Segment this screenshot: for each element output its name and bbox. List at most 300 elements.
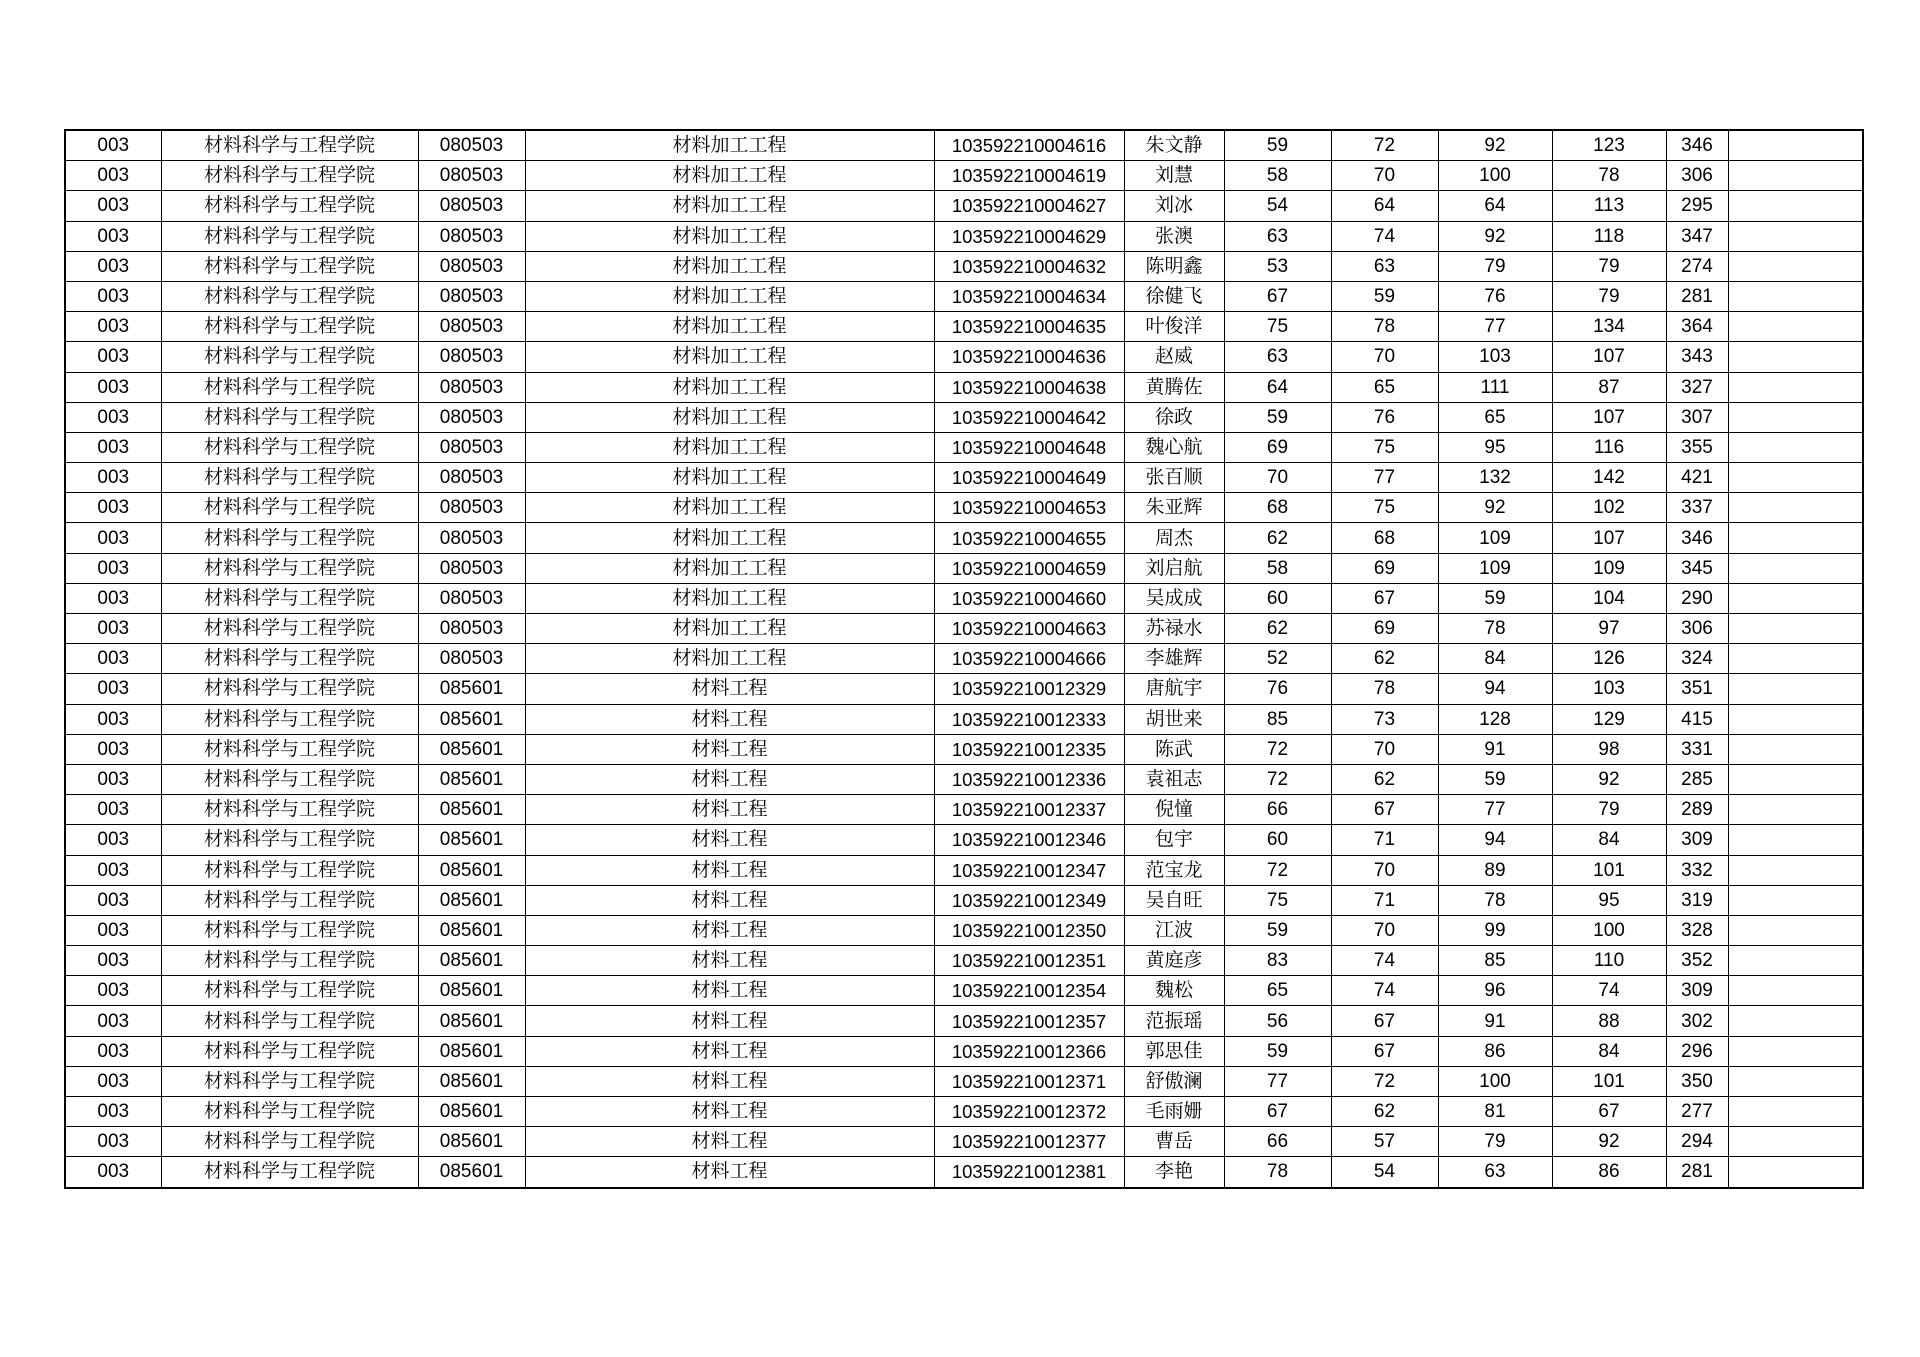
major-name-cell: 材料加工工程: [525, 493, 934, 523]
table-row: [65, 583, 1863, 613]
score1-cell: 75: [1224, 312, 1331, 342]
major-code-cell: 080503: [418, 251, 525, 281]
total-cell: 351: [1666, 674, 1728, 704]
school-cell: 材料科学与工程学院: [161, 674, 418, 704]
school-cell: 材料科学与工程学院: [161, 583, 418, 613]
score1-cell: 63: [1224, 342, 1331, 372]
major-name-cell: 材料工程: [525, 704, 934, 734]
total-cell: 306: [1666, 161, 1728, 191]
table-row: [65, 130, 1863, 161]
remark-cell: [1728, 432, 1863, 462]
unit-code-cell: 003: [65, 191, 161, 221]
major-code-cell: 080503: [418, 583, 525, 613]
total-cell: 285: [1666, 764, 1728, 794]
exam-id-cell: 103592210004655: [934, 523, 1124, 553]
name-cell: 黄腾佐: [1124, 372, 1224, 402]
remark-cell: [1728, 734, 1863, 764]
major-code-cell: 085601: [418, 1097, 525, 1127]
score1-cell: 69: [1224, 432, 1331, 462]
unit-code-cell: 003: [65, 1066, 161, 1096]
major-code-cell: 085601: [418, 1066, 525, 1096]
remark-cell: [1728, 1097, 1863, 1127]
major-code-cell: 080503: [418, 402, 525, 432]
score4-cell: 98: [1552, 734, 1666, 764]
school-cell: 材料科学与工程学院: [161, 644, 418, 674]
unit-code-cell: 003: [65, 1157, 161, 1188]
total-cell: 290: [1666, 583, 1728, 613]
remark-cell: [1728, 1036, 1863, 1066]
exam-id-cell: 103592210012377: [934, 1127, 1124, 1157]
score4-cell: 116: [1552, 432, 1666, 462]
name-cell: 苏禄水: [1124, 614, 1224, 644]
score1-cell: 85: [1224, 704, 1331, 734]
total-cell: 302: [1666, 1006, 1728, 1036]
school-cell: 材料科学与工程学院: [161, 1066, 418, 1096]
table-row: [65, 251, 1863, 281]
exam-id-cell: 103592210004660: [934, 583, 1124, 613]
major-name-cell: 材料加工工程: [525, 402, 934, 432]
major-name-cell: 材料工程: [525, 1157, 934, 1188]
unit-code-cell: 003: [65, 553, 161, 583]
major-code-cell: 085601: [418, 885, 525, 915]
score2-cell: 73: [1331, 704, 1438, 734]
table-row: [65, 855, 1863, 885]
unit-code-cell: 003: [65, 855, 161, 885]
remark-cell: [1728, 1127, 1863, 1157]
score3-cell: 91: [1438, 734, 1552, 764]
score2-cell: 63: [1331, 251, 1438, 281]
exam-id-cell: 103592210012333: [934, 704, 1124, 734]
unit-code-cell: 003: [65, 251, 161, 281]
name-cell: 刘启航: [1124, 553, 1224, 583]
score1-cell: 77: [1224, 1066, 1331, 1096]
name-cell: 曹岳: [1124, 1127, 1224, 1157]
score1-cell: 59: [1224, 402, 1331, 432]
total-cell: 309: [1666, 825, 1728, 855]
remark-cell: [1728, 704, 1863, 734]
major-code-cell: 080503: [418, 463, 525, 493]
major-name-cell: 材料加工工程: [525, 614, 934, 644]
total-cell: 306: [1666, 614, 1728, 644]
remark-cell: [1728, 553, 1863, 583]
score2-cell: 70: [1331, 161, 1438, 191]
remark-cell: [1728, 885, 1863, 915]
table-row: [65, 523, 1863, 553]
score3-cell: 94: [1438, 825, 1552, 855]
name-cell: 徐政: [1124, 402, 1224, 432]
table-row: [65, 734, 1863, 764]
table-row: [65, 764, 1863, 794]
major-name-cell: 材料加工工程: [525, 161, 934, 191]
school-cell: 材料科学与工程学院: [161, 976, 418, 1006]
name-cell: 胡世来: [1124, 704, 1224, 734]
table-row: [65, 1006, 1863, 1036]
name-cell: 范振瑶: [1124, 1006, 1224, 1036]
name-cell: 李雄辉: [1124, 644, 1224, 674]
score3-cell: 111: [1438, 372, 1552, 402]
unit-code-cell: 003: [65, 976, 161, 1006]
score3-cell: 78: [1438, 885, 1552, 915]
score2-cell: 67: [1331, 795, 1438, 825]
table-row: [65, 946, 1863, 976]
total-cell: 332: [1666, 855, 1728, 885]
score4-cell: 74: [1552, 976, 1666, 1006]
table-row: [65, 493, 1863, 523]
school-cell: 材料科学与工程学院: [161, 795, 418, 825]
score2-cell: 76: [1331, 402, 1438, 432]
remark-cell: [1728, 855, 1863, 885]
name-cell: 魏心航: [1124, 432, 1224, 462]
major-name-cell: 材料工程: [525, 885, 934, 915]
name-cell: 毛雨姗: [1124, 1097, 1224, 1127]
exam-id-cell: 103592210004629: [934, 221, 1124, 251]
name-cell: 唐航宇: [1124, 674, 1224, 704]
exam-id-cell: 103592210004648: [934, 432, 1124, 462]
major-code-cell: 085601: [418, 915, 525, 945]
major-code-cell: 085601: [418, 946, 525, 976]
school-cell: 材料科学与工程学院: [161, 432, 418, 462]
major-code-cell: 085601: [418, 1036, 525, 1066]
score2-cell: 75: [1331, 493, 1438, 523]
name-cell: 朱文静: [1124, 130, 1224, 161]
table-row: [65, 795, 1863, 825]
score1-cell: 78: [1224, 1157, 1331, 1188]
score2-cell: 54: [1331, 1157, 1438, 1188]
major-code-cell: 085601: [418, 1127, 525, 1157]
school-cell: 材料科学与工程学院: [161, 614, 418, 644]
major-code-cell: 080503: [418, 221, 525, 251]
score2-cell: 70: [1331, 342, 1438, 372]
score4-cell: 87: [1552, 372, 1666, 402]
school-cell: 材料科学与工程学院: [161, 764, 418, 794]
major-name-cell: 材料加工工程: [525, 342, 934, 372]
table-row: [65, 372, 1863, 402]
exam-id-cell: 103592210004616: [934, 130, 1124, 161]
unit-code-cell: 003: [65, 432, 161, 462]
exam-id-cell: 103592210004659: [934, 553, 1124, 583]
score1-cell: 62: [1224, 614, 1331, 644]
school-cell: 材料科学与工程学院: [161, 855, 418, 885]
major-name-cell: 材料加工工程: [525, 251, 934, 281]
score3-cell: 79: [1438, 1127, 1552, 1157]
score4-cell: 110: [1552, 946, 1666, 976]
name-cell: 江波: [1124, 915, 1224, 945]
total-cell: 331: [1666, 734, 1728, 764]
score3-cell: 109: [1438, 553, 1552, 583]
name-cell: 魏松: [1124, 976, 1224, 1006]
remark-cell: [1728, 221, 1863, 251]
score4-cell: 97: [1552, 614, 1666, 644]
score1-cell: 76: [1224, 674, 1331, 704]
score2-cell: 78: [1331, 674, 1438, 704]
table-row: [65, 402, 1863, 432]
score1-cell: 65: [1224, 976, 1331, 1006]
score4-cell: 67: [1552, 1097, 1666, 1127]
school-cell: 材料科学与工程学院: [161, 402, 418, 432]
remark-cell: [1728, 251, 1863, 281]
name-cell: 陈明鑫: [1124, 251, 1224, 281]
score1-cell: 54: [1224, 191, 1331, 221]
score4-cell: 103: [1552, 674, 1666, 704]
score2-cell: 65: [1331, 372, 1438, 402]
score2-cell: 64: [1331, 191, 1438, 221]
total-cell: 346: [1666, 523, 1728, 553]
table-row: [65, 1157, 1863, 1188]
major-name-cell: 材料加工工程: [525, 130, 934, 161]
major-code-cell: 085601: [418, 764, 525, 794]
table-row: [65, 1127, 1863, 1157]
score2-cell: 62: [1331, 1097, 1438, 1127]
school-cell: 材料科学与工程学院: [161, 463, 418, 493]
major-name-cell: 材料加工工程: [525, 644, 934, 674]
score2-cell: 68: [1331, 523, 1438, 553]
total-cell: 337: [1666, 493, 1728, 523]
major-code-cell: 085601: [418, 1157, 525, 1188]
table-row: [65, 976, 1863, 1006]
major-name-cell: 材料加工工程: [525, 191, 934, 221]
major-code-cell: 085601: [418, 855, 525, 885]
major-name-cell: 材料工程: [525, 674, 934, 704]
score2-cell: 74: [1331, 946, 1438, 976]
exam-id-cell: 103592210012346: [934, 825, 1124, 855]
score2-cell: 74: [1331, 221, 1438, 251]
school-cell: 材料科学与工程学院: [161, 1006, 418, 1036]
score2-cell: 69: [1331, 614, 1438, 644]
score3-cell: 92: [1438, 130, 1552, 161]
major-code-cell: 080503: [418, 493, 525, 523]
exam-id-cell: 103592210004642: [934, 402, 1124, 432]
school-cell: 材料科学与工程学院: [161, 553, 418, 583]
unit-code-cell: 003: [65, 493, 161, 523]
total-cell: 415: [1666, 704, 1728, 734]
total-cell: 281: [1666, 1157, 1728, 1188]
major-code-cell: 085601: [418, 825, 525, 855]
remark-cell: [1728, 1006, 1863, 1036]
major-name-cell: 材料工程: [525, 1127, 934, 1157]
score2-cell: 71: [1331, 885, 1438, 915]
score2-cell: 70: [1331, 855, 1438, 885]
name-cell: 范宝龙: [1124, 855, 1224, 885]
total-cell: 274: [1666, 251, 1728, 281]
total-cell: 328: [1666, 915, 1728, 945]
exam-id-cell: 103592210004653: [934, 493, 1124, 523]
score4-cell: 134: [1552, 312, 1666, 342]
total-cell: 289: [1666, 795, 1728, 825]
major-code-cell: 080503: [418, 130, 525, 161]
major-name-cell: 材料加工工程: [525, 432, 934, 462]
name-cell: 袁祖志: [1124, 764, 1224, 794]
score3-cell: 100: [1438, 1066, 1552, 1096]
name-cell: 郭思佳: [1124, 1036, 1224, 1066]
major-name-cell: 材料工程: [525, 1066, 934, 1096]
score1-cell: 66: [1224, 1127, 1331, 1157]
score1-cell: 58: [1224, 553, 1331, 583]
exam-id-cell: 103592210012354: [934, 976, 1124, 1006]
remark-cell: [1728, 161, 1863, 191]
score2-cell: 67: [1331, 1006, 1438, 1036]
score4-cell: 123: [1552, 130, 1666, 161]
total-cell: 294: [1666, 1127, 1728, 1157]
score4-cell: 88: [1552, 1006, 1666, 1036]
remark-cell: [1728, 1157, 1863, 1188]
score3-cell: 78: [1438, 614, 1552, 644]
score2-cell: 70: [1331, 734, 1438, 764]
major-name-cell: 材料工程: [525, 1006, 934, 1036]
score4-cell: 84: [1552, 825, 1666, 855]
major-code-cell: 080503: [418, 281, 525, 311]
remark-cell: [1728, 764, 1863, 794]
score1-cell: 72: [1224, 764, 1331, 794]
score2-cell: 74: [1331, 976, 1438, 1006]
score2-cell: 75: [1331, 432, 1438, 462]
score1-cell: 60: [1224, 825, 1331, 855]
major-code-cell: 080503: [418, 372, 525, 402]
table-row: [65, 674, 1863, 704]
exam-id-cell: 103592210004632: [934, 251, 1124, 281]
exam-id-cell: 103592210012335: [934, 734, 1124, 764]
exam-id-cell: 103592210012371: [934, 1066, 1124, 1096]
score4-cell: 113: [1552, 191, 1666, 221]
score1-cell: 53: [1224, 251, 1331, 281]
exam-id-cell: 103592210004649: [934, 463, 1124, 493]
score1-cell: 67: [1224, 281, 1331, 311]
major-name-cell: 材料加工工程: [525, 463, 934, 493]
score2-cell: 67: [1331, 1036, 1438, 1066]
major-name-cell: 材料工程: [525, 915, 934, 945]
exam-id-cell: 103592210012329: [934, 674, 1124, 704]
major-code-cell: 080503: [418, 312, 525, 342]
name-cell: 黄庭彦: [1124, 946, 1224, 976]
score3-cell: 77: [1438, 312, 1552, 342]
score3-cell: 94: [1438, 674, 1552, 704]
exam-id-cell: 103592210012336: [934, 764, 1124, 794]
major-code-cell: 085601: [418, 976, 525, 1006]
remark-cell: [1728, 583, 1863, 613]
major-code-cell: 085601: [418, 674, 525, 704]
major-name-cell: 材料工程: [525, 1097, 934, 1127]
school-cell: 材料科学与工程学院: [161, 523, 418, 553]
major-name-cell: 材料加工工程: [525, 221, 934, 251]
score4-cell: 102: [1552, 493, 1666, 523]
score1-cell: 59: [1224, 915, 1331, 945]
score4-cell: 107: [1552, 402, 1666, 432]
score4-cell: 118: [1552, 221, 1666, 251]
major-name-cell: 材料工程: [525, 1036, 934, 1066]
exam-id-cell: 103592210012366: [934, 1036, 1124, 1066]
remark-cell: [1728, 674, 1863, 704]
name-cell: 倪憧: [1124, 795, 1224, 825]
exam-id-cell: 103592210012350: [934, 915, 1124, 945]
table-row: [65, 915, 1863, 945]
school-cell: 材料科学与工程学院: [161, 342, 418, 372]
score2-cell: 78: [1331, 312, 1438, 342]
name-cell: 赵威: [1124, 342, 1224, 372]
school-cell: 材料科学与工程学院: [161, 251, 418, 281]
score3-cell: 81: [1438, 1097, 1552, 1127]
score4-cell: 101: [1552, 1066, 1666, 1096]
score3-cell: 92: [1438, 221, 1552, 251]
score4-cell: 79: [1552, 251, 1666, 281]
score4-cell: 107: [1552, 342, 1666, 372]
score1-cell: 59: [1224, 1036, 1331, 1066]
table-row: [65, 191, 1863, 221]
remark-cell: [1728, 825, 1863, 855]
score3-cell: 89: [1438, 855, 1552, 885]
exam-id-cell: 103592210004638: [934, 372, 1124, 402]
table-row: [65, 644, 1863, 674]
score3-cell: 79: [1438, 251, 1552, 281]
name-cell: 刘冰: [1124, 191, 1224, 221]
school-cell: 材料科学与工程学院: [161, 825, 418, 855]
table-row: [65, 553, 1863, 583]
score3-cell: 96: [1438, 976, 1552, 1006]
score1-cell: 63: [1224, 221, 1331, 251]
score3-cell: 100: [1438, 161, 1552, 191]
major-name-cell: 材料工程: [525, 976, 934, 1006]
exam-id-cell: 103592210012351: [934, 946, 1124, 976]
school-cell: 材料科学与工程学院: [161, 312, 418, 342]
score3-cell: 91: [1438, 1006, 1552, 1036]
score4-cell: 86: [1552, 1157, 1666, 1188]
table-row: [65, 1036, 1863, 1066]
remark-cell: [1728, 493, 1863, 523]
unit-code-cell: 003: [65, 130, 161, 161]
unit-code-cell: 003: [65, 463, 161, 493]
score4-cell: 95: [1552, 885, 1666, 915]
exam-id-cell: 103592210012357: [934, 1006, 1124, 1036]
score1-cell: 58: [1224, 161, 1331, 191]
exam-id-cell: 103592210004666: [934, 644, 1124, 674]
score1-cell: 62: [1224, 523, 1331, 553]
score3-cell: 103: [1438, 342, 1552, 372]
total-cell: 295: [1666, 191, 1728, 221]
major-code-cell: 085601: [418, 734, 525, 764]
total-cell: 345: [1666, 553, 1728, 583]
major-name-cell: 材料加工工程: [525, 523, 934, 553]
school-cell: 材料科学与工程学院: [161, 1097, 418, 1127]
major-name-cell: 材料加工工程: [525, 372, 934, 402]
school-cell: 材料科学与工程学院: [161, 704, 418, 734]
exam-id-cell: 103592210004627: [934, 191, 1124, 221]
total-cell: 350: [1666, 1066, 1728, 1096]
unit-code-cell: 003: [65, 644, 161, 674]
major-name-cell: 材料加工工程: [525, 281, 934, 311]
score2-cell: 77: [1331, 463, 1438, 493]
name-cell: 陈武: [1124, 734, 1224, 764]
score2-cell: 67: [1331, 583, 1438, 613]
major-code-cell: 080503: [418, 553, 525, 583]
table-row: [65, 463, 1863, 493]
school-cell: 材料科学与工程学院: [161, 281, 418, 311]
score3-cell: 76: [1438, 281, 1552, 311]
score1-cell: 68: [1224, 493, 1331, 523]
unit-code-cell: 003: [65, 221, 161, 251]
score4-cell: 142: [1552, 463, 1666, 493]
table-row: [65, 885, 1863, 915]
major-code-cell: 080503: [418, 523, 525, 553]
score4-cell: 107: [1552, 523, 1666, 553]
table-row: [65, 432, 1863, 462]
major-code-cell: 080503: [418, 342, 525, 372]
school-cell: 材料科学与工程学院: [161, 191, 418, 221]
score1-cell: 75: [1224, 885, 1331, 915]
score3-cell: 95: [1438, 432, 1552, 462]
major-name-cell: 材料工程: [525, 764, 934, 794]
unit-code-cell: 003: [65, 281, 161, 311]
name-cell: 张澳: [1124, 221, 1224, 251]
major-name-cell: 材料工程: [525, 825, 934, 855]
score2-cell: 70: [1331, 915, 1438, 945]
